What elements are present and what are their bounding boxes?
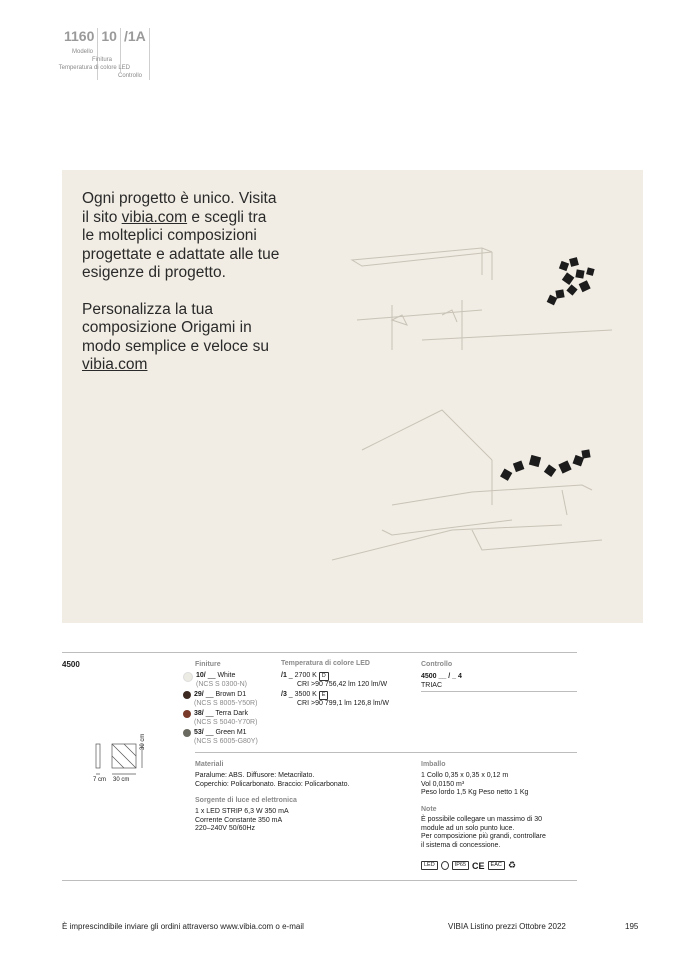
materials-header: Materiali (195, 761, 224, 768)
control-code: 4500 __ / _ 4 (421, 673, 462, 680)
table-top-rule (62, 652, 577, 653)
finish-item: 38/ __ Terra Dark (NCS S 5040-Y70R) (183, 710, 283, 727)
finish-swatch-white (183, 672, 193, 682)
legend-label-temperatura: Temperatura di colore LED (58, 65, 130, 71)
room-sketch-illustration (332, 230, 632, 570)
footer-catalog: VIBIA Listino prezzi Ottobre 2022 (448, 922, 566, 931)
vibia-link[interactable]: vibia.com (121, 208, 188, 226)
source-text: 1 x LED STRIP 6,3 W 350 mA Corrente Constante 350 mA 220–240V 50/60Hz (195, 808, 289, 832)
footer-note: È imprescindibile inviare gli ordini attraverso www.vibia.com o e-mail (62, 922, 304, 931)
led-icon: LED (421, 861, 438, 870)
source-header: Sorgente di luce ed elettronica (195, 797, 297, 804)
finish-item: 10/ __ White (NCS S 0300-N) (183, 672, 283, 689)
dim-width-2: 30 cm (113, 777, 130, 783)
ip65-icon: IP65 (452, 861, 469, 870)
finish-swatch-brown (183, 691, 191, 699)
page-number: 195 (625, 922, 639, 931)
notes-text: È possibile collegare un massimo di 30 module ad un solo punto luce. Per composizione più grandi, controllare il sistema di concessione. (421, 816, 546, 849)
dimmable-icon (441, 861, 449, 870)
finishes-list (183, 672, 283, 748)
recycle-icon: ♻ (507, 860, 516, 870)
materials-text: Paralume: ABS. Diffusore: Metacrilato. Coperchio: Policarbonato. Braccio: Policarbonato. (195, 772, 350, 788)
control-header: Controllo (421, 661, 453, 668)
dim-width-1: 7 cm (93, 777, 107, 783)
finish-swatch-green (183, 729, 191, 737)
finish-item: 53/ __ Green M1 (NCS S 6005-G80Y) (183, 729, 283, 746)
dim-height: 30 cm (140, 733, 146, 750)
eac-icon: EAC (488, 861, 505, 870)
control-name: TRIAC (421, 682, 442, 689)
energy-class-badge: D (319, 672, 329, 681)
banner-paragraph-1: Ogni progetto è unico. Visita il sito vibia.com e scegli tra le molteplici composizioni progettate e adattate alle tue esigenze di progetto. (82, 190, 280, 281)
control-rule (421, 691, 577, 692)
packaging-text: 1 Collo 0,35 x 0,35 x 0,12 m Vol 0,0150 m³ Peso lordo 1,5 Kg Peso netto 1 Kg (421, 772, 529, 796)
ce-icon: CE (472, 860, 485, 871)
legend-label-modello: Modello (71, 49, 93, 55)
model-number: 4500 (62, 660, 80, 669)
legend-label-controllo: Controllo (117, 73, 142, 79)
finishes-header: Finiture (195, 661, 221, 668)
certifications (421, 860, 516, 871)
banner-paragraph-2: Personalizza la tua composizione Origami in modo semplice e veloce su vibia.com (82, 300, 269, 373)
temp-item: /3 _ 3500 K E CRI >90 799,1 lm 126,8 lm/W (281, 691, 390, 707)
code-control: /1A (123, 28, 146, 44)
energy-class-badge: E (319, 691, 329, 700)
table-mid-rule (195, 752, 577, 753)
notes-header: Note (421, 806, 437, 813)
code-model: 1160 (64, 28, 95, 44)
code-finish: 10 (101, 28, 117, 44)
promo-banner (62, 170, 643, 623)
temp-header: Temperatura di colore LED (281, 660, 370, 667)
table-bottom-rule (62, 880, 577, 881)
vibia-link-2[interactable]: vibia.com (82, 356, 148, 373)
legend-label-finitura: Finitura (91, 57, 112, 63)
banner-text (82, 190, 282, 393)
temp-item: /1 _ 2700 K D CRI >90 756,42 lm 120 lm/W (281, 672, 388, 688)
finish-swatch-terra (183, 710, 191, 718)
finish-item: 29/ __ Brown D1 (NCS S 8005-Y50R) (183, 691, 283, 708)
packaging-header: Imballo (421, 761, 446, 768)
